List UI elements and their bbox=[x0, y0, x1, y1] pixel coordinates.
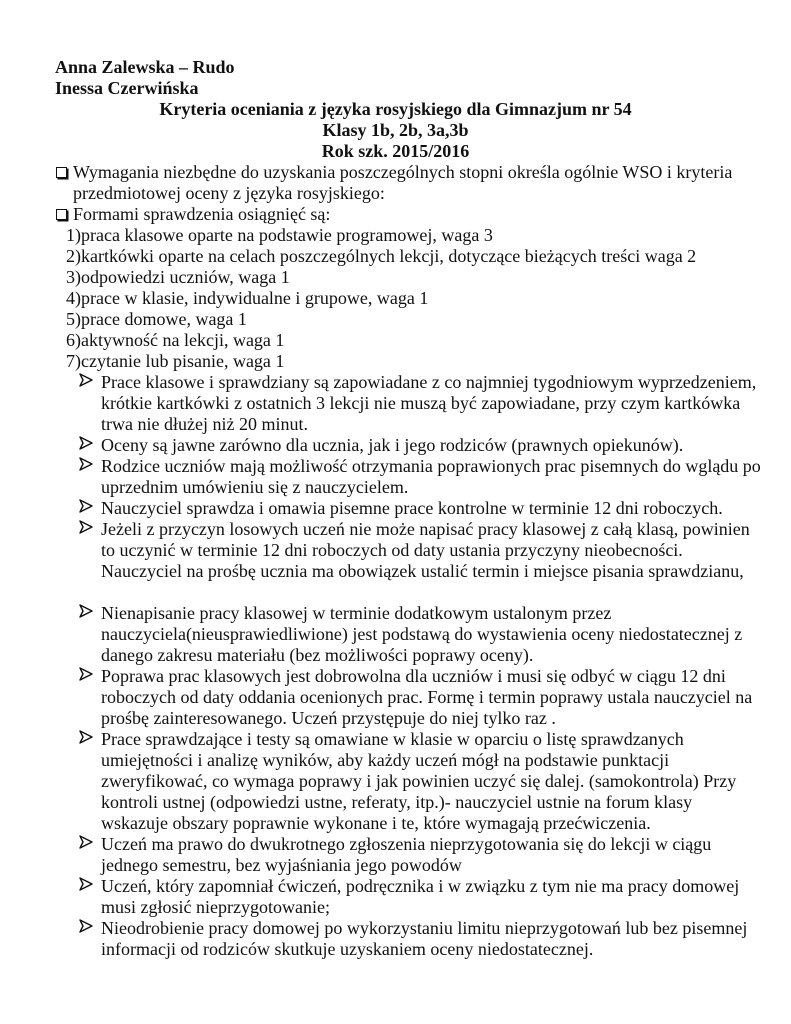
rule-text: Nienapisanie pracy klasowej w terminie dodatkowym ustalonym przez nauczyciela(nieusprawiedliwione) jest podstawą do wystawienia oceny niedostatecznej z danego zakresu materiału (bez możliwości poprawy oceny). bbox=[101, 603, 743, 665]
author-name: Inessa Czerwińska bbox=[55, 78, 199, 98]
arrow-bullet-icon bbox=[78, 834, 94, 850]
arrow-bullet-icon bbox=[78, 918, 94, 934]
arrow-bullet-icon bbox=[78, 729, 94, 745]
rule-text: Rodzice uczniów mają możliwość otrzymania poprawionych prac pisemnych do wglądu po uprzednim umówieniu się z nauczycielem. bbox=[101, 456, 761, 497]
rule-text: Nieodrobienie pracy domowej po wykorzystaniu limitu nieprzygotowań lub bez pisemnej informacji od rodziców skutkuje uzyskaniem oceny niedostatecznej. bbox=[101, 918, 748, 959]
rule-text: Poprawa prac klasowych jest dobrowolna dla uczniów i musi się odbyć w ciągu 12 dni roboczych od daty oddania ocenionych prac. Formę i termin poprawy ustala nauczyciel na prośbę zainteresowanego. Uczeń przystępuje do niej tylko raz . bbox=[101, 666, 753, 728]
document-title: Kryteria oceniania z języka rosyjskiego dla Gimnazjum nr 54 bbox=[159, 99, 632, 119]
checkbox-icon bbox=[56, 167, 67, 178]
checklist-text: Wymagania niezbędne do uzyskania poszczególnych stopni określa ogólnie WSO i kryteria przedmiotowej oceny z języka rosyjskiego: bbox=[73, 162, 733, 203]
arrow-bullet-icon bbox=[78, 603, 94, 619]
assessment-form-item: 7)czytanie lub pisanie, waga 1 bbox=[66, 351, 285, 371]
arrow-bullet-icon bbox=[78, 666, 94, 682]
author-name: Anna Zalewska – Rudo bbox=[55, 57, 235, 77]
assessment-form-item: 1)praca klasowe oparte na podstawie programowej, waga 3 bbox=[66, 225, 493, 245]
arrow-bullet-icon bbox=[78, 456, 94, 472]
rule-text: Oceny są jawne zarówno dla ucznia, jak i jego rodziców (prawnych opiekunów). bbox=[101, 435, 684, 455]
assessment-form-item: 2)kartkówki oparte na celach poszczególnych lekcji, dotyczące bieżących treści waga 2 bbox=[66, 246, 697, 266]
rule-text: Jeżeli z przyczyn losowych uczeń nie może napisać pracy klasowej z całą klasą, powinien to uczynić w terminie 12 dni roboczych od daty ustania przyczyny nieobecności. Nauczyciel na prośbę ucznia ma obowiązek ustalić termin i miejsce pisania sprawdzianu, bbox=[101, 519, 750, 581]
rule-text: Uczeń ma prawo do dwukrotnego zgłoszenia nieprzygotowania się do lekcji w ciągu jednego semestru, bez wyjaśniania jego powodów bbox=[101, 834, 712, 875]
assessment-form-item: 4)prace w klasie, indywidualne i grupowe, waga 1 bbox=[66, 288, 429, 308]
arrow-bullet-icon bbox=[78, 876, 94, 892]
rule-text: Prace klasowe i sprawdziany są zapowiadane z co najmniej tygodniowym wyprzedzeniem, krótkie kartkówki z ostatnich 3 lekcji nie muszą być zapowiadane, przy czym kartkówka trwa nie dłużej niż 20 minut. bbox=[101, 372, 757, 434]
assessment-form-item: 3)odpowiedzi uczniów, waga 1 bbox=[66, 267, 290, 287]
arrow-bullet-icon bbox=[78, 372, 94, 388]
rule-text: Prace sprawdzające i testy są omawiane w klasie w oparciu o listę sprawdzanych umiejętności i analizę wyników, aby każdy uczeń mógł na podstawie punktacji zweryfikować, co wymaga poprawy i jak powinien uczyć się dalej. (samokontrola) Przy kontroli ustnej (odpowiedzi ustne, referaty, itp.)- nauczyciel ustnie na forum klasy wskazuje obszary poprawnie wykonane i te, które wymagają przećwiczenia. bbox=[101, 729, 737, 833]
assessment-form-item: 6)aktywność na lekcji, waga 1 bbox=[66, 330, 285, 350]
rule-text: Nauczyciel sprawdza i omawia pisemne prace kontrolne w terminie 12 dni roboczych. bbox=[101, 498, 723, 518]
checklist-text: Formami sprawdzenia osiągnięć są: bbox=[73, 204, 331, 224]
document-school-year: Rok szk. 2015/2016 bbox=[321, 141, 470, 161]
arrow-bullet-icon bbox=[78, 498, 94, 514]
rule-text: Uczeń, który zapomniał ćwiczeń, podręcznika i w związku z tym nie ma pracy domowej musi zgłosić nieprzygotowanie; bbox=[101, 876, 740, 917]
arrow-bullet-icon bbox=[78, 435, 94, 451]
checkbox-icon bbox=[56, 209, 67, 220]
assessment-form-item: 5)prace domowe, waga 1 bbox=[66, 309, 247, 329]
document-classes: Klasy 1b, 2b, 3a,3b bbox=[322, 120, 469, 140]
arrow-bullet-icon bbox=[78, 519, 94, 535]
